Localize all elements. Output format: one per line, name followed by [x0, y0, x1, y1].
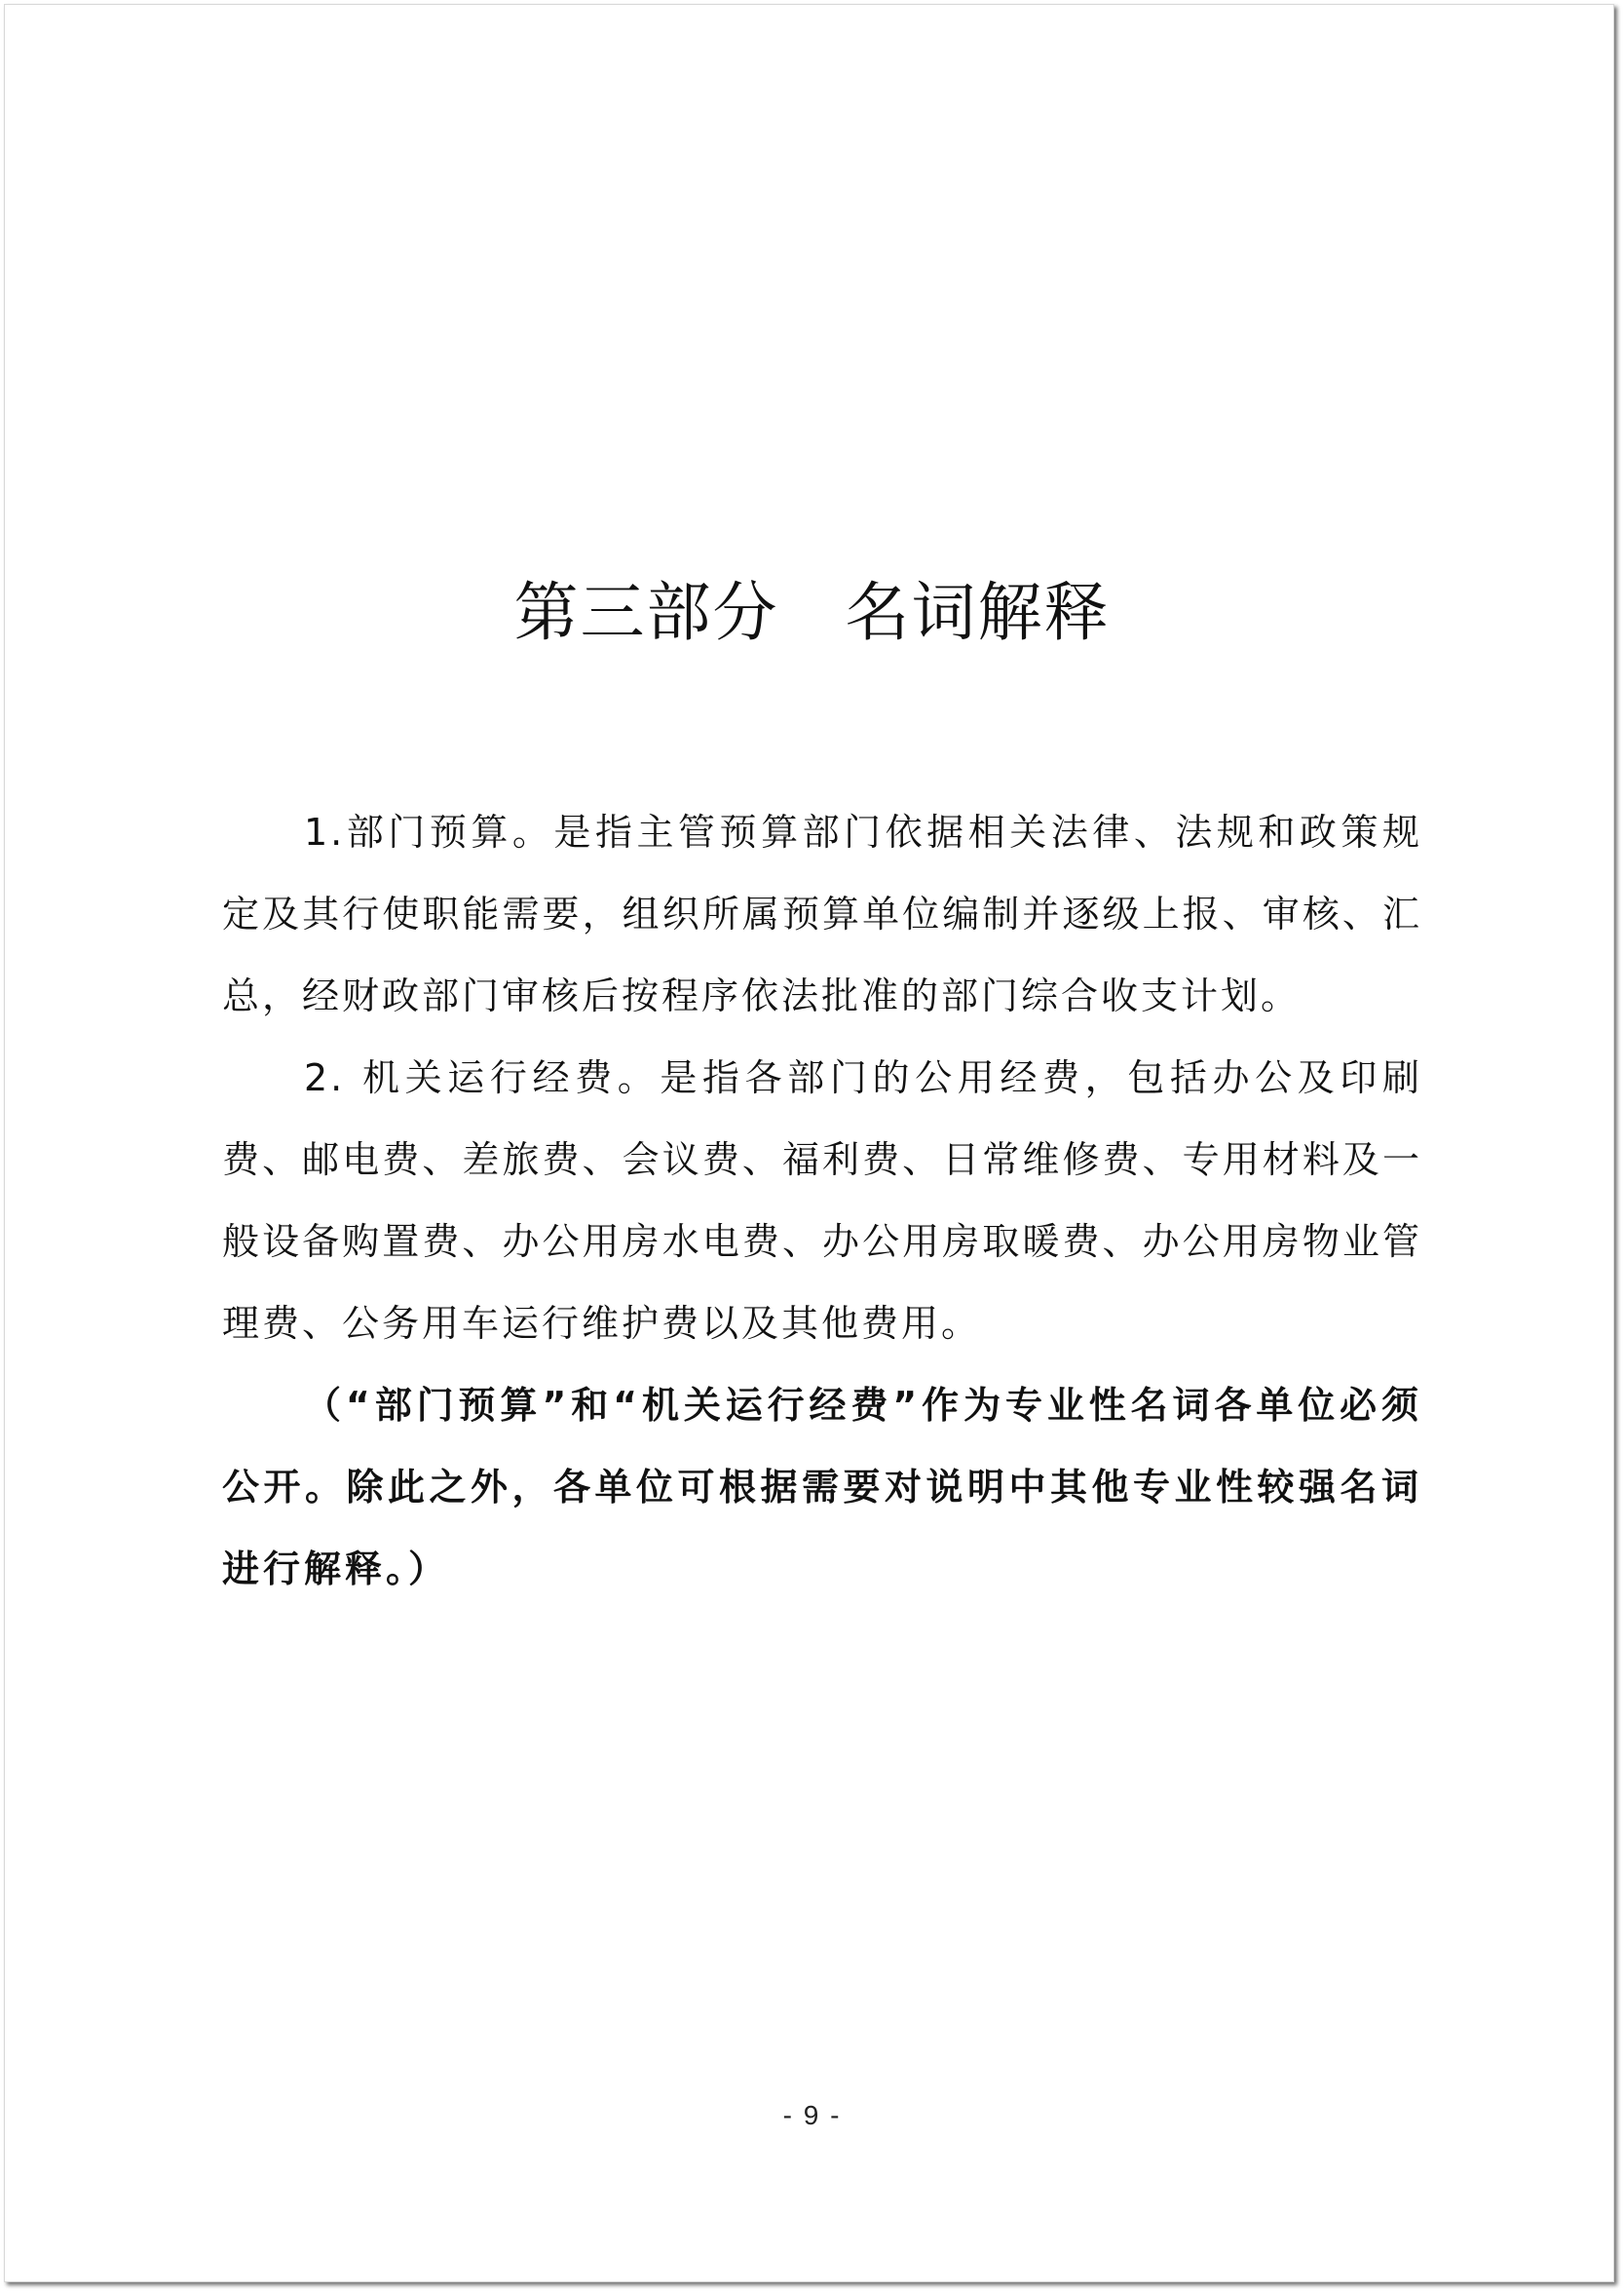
document-body — [222, 791, 1422, 1610]
paragraph-operating-expenses: 2. 机关运行经费。是指各部门的公用经费，包括办公及印刷费、邮电费、差旅费、会议费、福利费、日常维修费、专用材料及一般设备购置费、办公用房水电费、办公用房取暖费、办公用房物业管理费、公务用车运行维护费以及其他费用。 — [222, 1056, 1422, 1345]
note-paragraph: （“部门预算”和“机关运行经费”作为专业性名词各单位必须公开。除此之外，各单位可根据需要对说明中其他专业性较强名词进行解释。） — [222, 1384, 1422, 1590]
page-number: - 9 - — [782, 2100, 842, 2130]
paragraph-department-budget: 1.部门预算。是指主管预算部门依据相关法律、法规和政策规定及其行使职能需要，组织所属预算单位编制并逐级上报、审核、汇总，经财政部门审核后按程序依法批准的部门综合收支计划。 — [222, 811, 1422, 1017]
page-title: 第三部分 名词解释 — [513, 575, 1111, 650]
